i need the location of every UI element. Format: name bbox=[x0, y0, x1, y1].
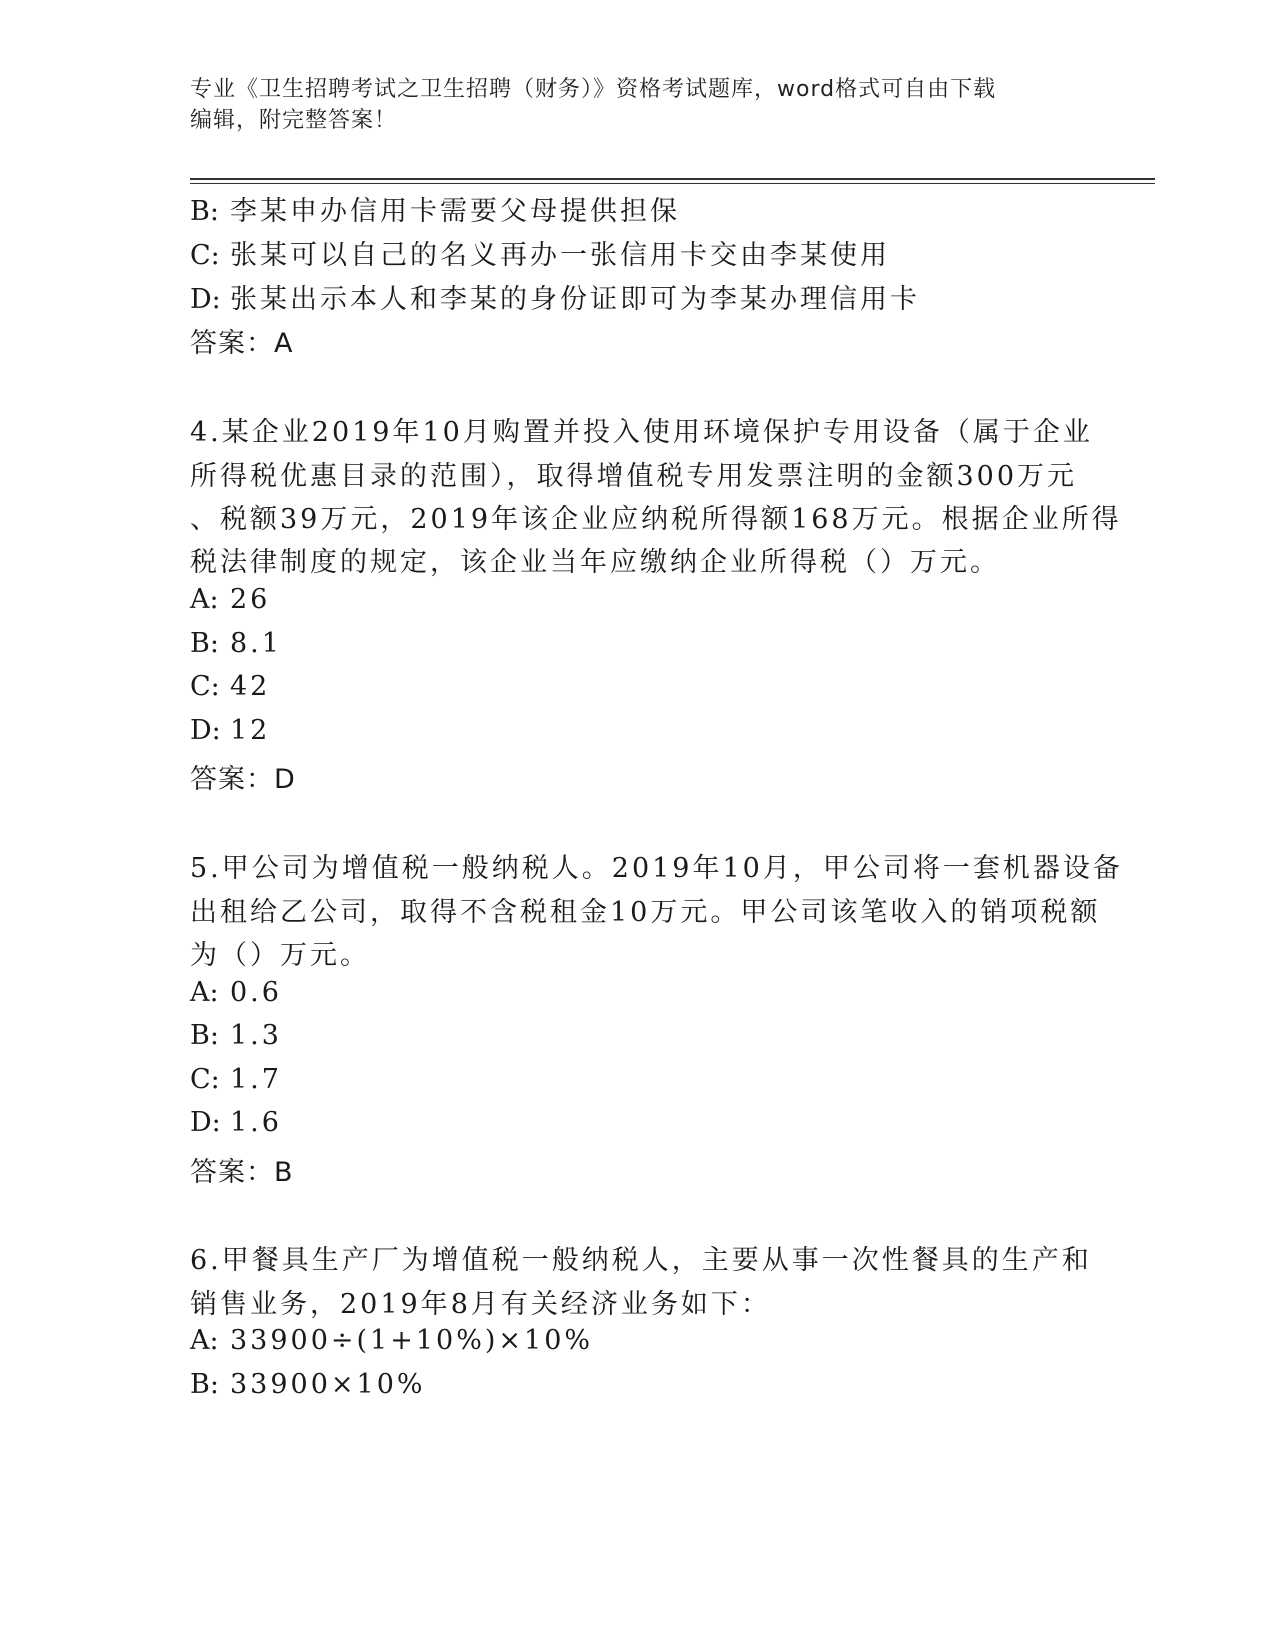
q3-option-b bbox=[190, 189, 680, 228]
q5-option-a bbox=[190, 977, 282, 1008]
q4-answer: 答案：D bbox=[190, 764, 296, 795]
q5-stem-line-2: 出租给乙公司，取得不含税租金10万元。甲公司该笔收入的销项税额 bbox=[190, 897, 1101, 928]
q4-option-a bbox=[190, 584, 270, 615]
q4-stem-line-2: 所得税优惠目录的范围），取得增值税专用发票注明的金额300万元 bbox=[190, 461, 1078, 492]
option-label: B: bbox=[190, 628, 219, 659]
q5-stem-line-1: 5.甲公司为增值税一般纳税人。2019年10月，甲公司将一套机器设备 bbox=[190, 853, 1123, 884]
q5-answer: 答案：B bbox=[190, 1157, 294, 1188]
q6-option-a bbox=[190, 1325, 593, 1356]
option-label: B: bbox=[190, 1020, 219, 1051]
q4-stem-line-4: 税法律制度的规定，该企业当年应缴纳企业所得税（）万元。 bbox=[190, 547, 1000, 578]
option-label: C: bbox=[190, 671, 220, 702]
q4-stem-line-1: 4.某企业2019年10月购置并投入使用环境保护专用设备（属于企业 bbox=[190, 417, 1093, 448]
header-line-2: 编辑，附完整答案！ bbox=[190, 108, 398, 133]
q5-option-c bbox=[190, 1064, 282, 1095]
option-label: A: bbox=[190, 1325, 219, 1356]
q6-stem-line-1: 6.甲餐具生产厂为增值税一般纳税人，主要从事一次性餐具的生产和 bbox=[190, 1245, 1092, 1276]
option-label: D: bbox=[190, 284, 221, 315]
option-text: 8.1 bbox=[230, 628, 282, 659]
option-text: 张某出示本人和李某的身份证即可为李某办理信用卡 bbox=[230, 284, 920, 315]
q3-option-c bbox=[190, 233, 890, 272]
option-text: 李某申办信用卡需要父母提供担保 bbox=[230, 196, 680, 227]
option-text: 1.6 bbox=[230, 1107, 282, 1138]
header-rule-thick bbox=[190, 178, 1155, 180]
option-label: C: bbox=[190, 240, 220, 271]
q5-option-b bbox=[190, 1020, 282, 1051]
option-label: D: bbox=[190, 1107, 221, 1138]
q6-stem-line-2: 销售业务，2019年8月有关经济业务如下： bbox=[190, 1289, 771, 1320]
q6-option-b bbox=[190, 1369, 426, 1400]
q5-option-d bbox=[190, 1107, 282, 1138]
option-label: B: bbox=[190, 196, 219, 227]
q4-option-c bbox=[190, 671, 270, 702]
document-header bbox=[190, 74, 1090, 136]
option-text: 0.6 bbox=[230, 977, 282, 1008]
option-text: 12 bbox=[230, 715, 271, 746]
option-label: A: bbox=[190, 977, 219, 1008]
q3-option-d bbox=[190, 277, 920, 316]
option-label: D: bbox=[190, 715, 221, 746]
option-text: 张某可以自己的名义再办一张信用卡交由李某使用 bbox=[230, 240, 890, 271]
option-text: 33900÷(1+10%)×10% bbox=[230, 1325, 594, 1356]
option-text: 26 bbox=[230, 584, 271, 615]
option-label: A: bbox=[190, 584, 219, 615]
header-rule-thin bbox=[190, 183, 1155, 184]
q4-stem-line-3: 、税额39万元，2019年该企业应纳税所得额168万元。根据企业所得 bbox=[190, 504, 1122, 535]
option-text: 33900×10% bbox=[230, 1369, 426, 1400]
q3-answer: 答案：A bbox=[190, 328, 294, 359]
option-label: C: bbox=[190, 1064, 220, 1095]
q5-stem-line-3: 为（）万元。 bbox=[190, 940, 370, 971]
q4-option-b bbox=[190, 628, 282, 659]
option-label: B: bbox=[190, 1369, 219, 1400]
option-text: 1.7 bbox=[230, 1064, 282, 1095]
header-line-1: 专业《卫生招聘考试之卫生招聘（财务）》资格考试题库，word格式可自由下载 bbox=[190, 77, 997, 102]
option-text: 42 bbox=[230, 671, 271, 702]
q4-option-d bbox=[190, 715, 270, 746]
option-text: 1.3 bbox=[230, 1020, 282, 1051]
